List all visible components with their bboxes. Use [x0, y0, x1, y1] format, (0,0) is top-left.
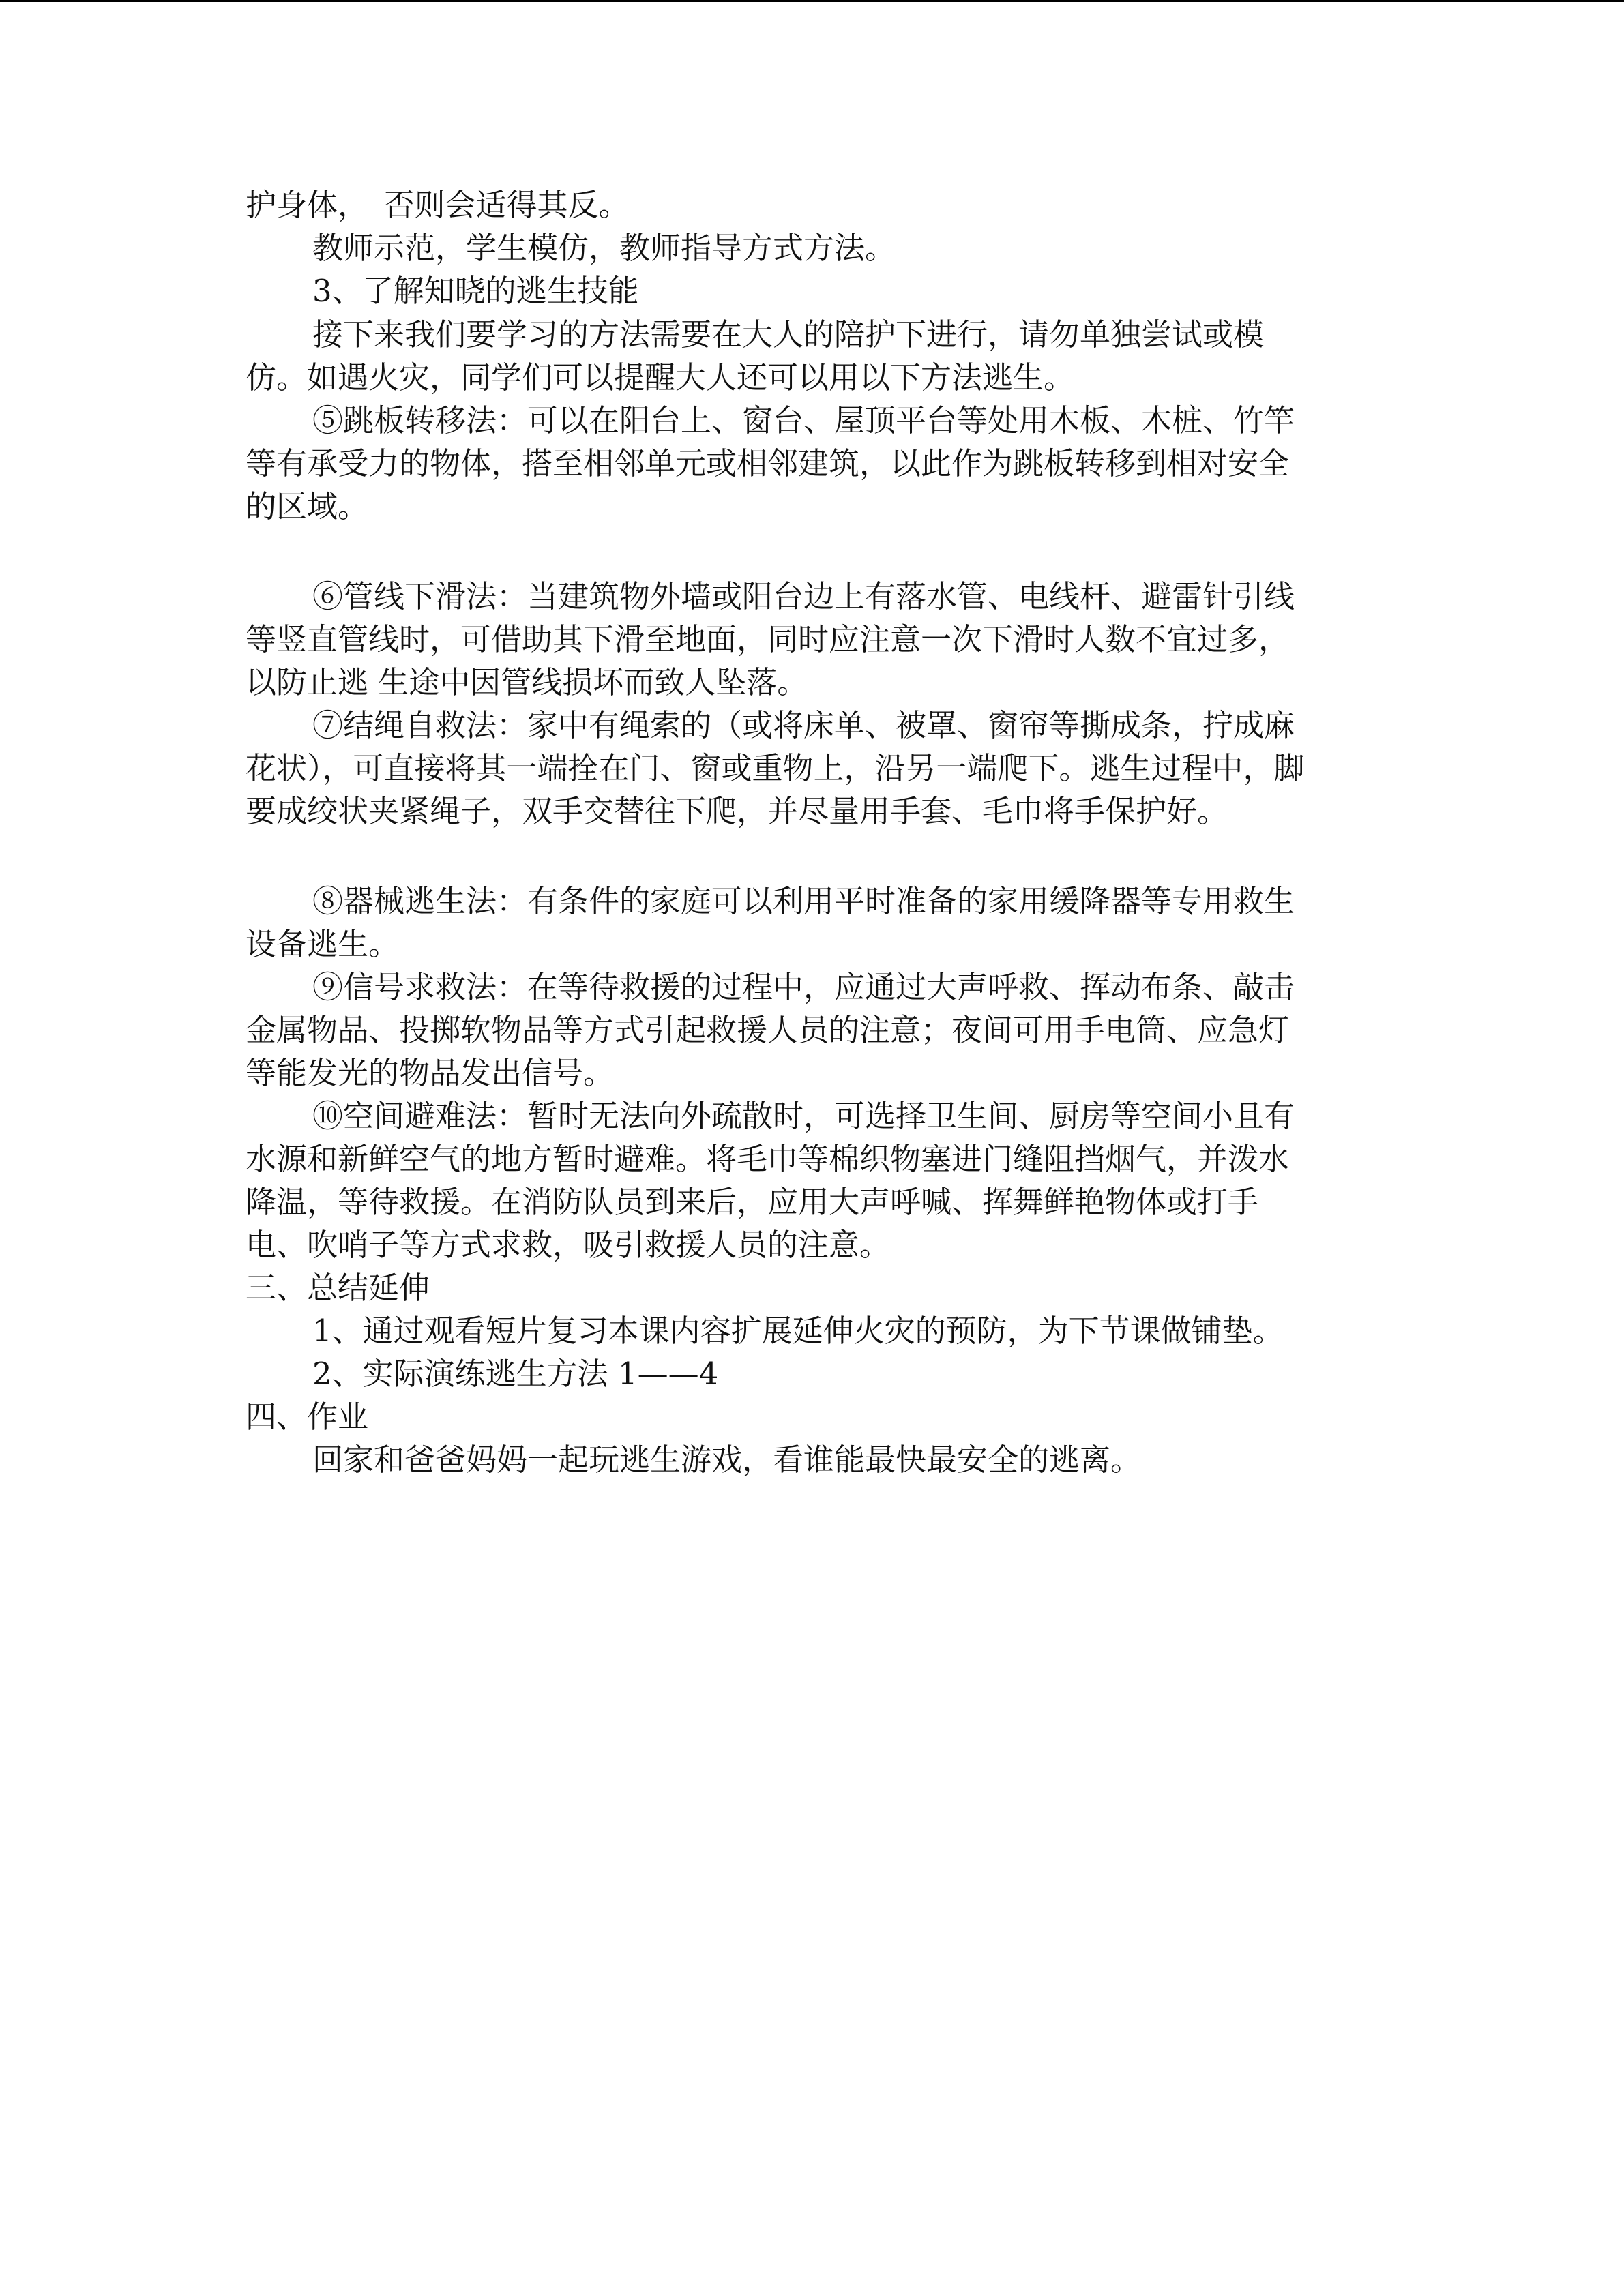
list-item-8: ⑧器械逃生法：有条件的家庭可以利用平时准备的家用缓降器等专用救生: [312, 883, 1295, 919]
paragraph-line: 仿。如遇火灾，同学们可以提醒大人还可以用以下方法逃生。: [246, 359, 1075, 396]
paragraph-line: 电、吹哨子等方式求救，吸引救援人员的注意。: [246, 1227, 891, 1263]
section-heading: 三、总结延伸: [246, 1270, 430, 1306]
paragraph-line: 设备逃生。: [246, 926, 400, 962]
page-top-border: [0, 0, 1624, 2]
list-item-6: ⑥管线下滑法：当建筑物外墙或阳台边上有落水管、电线杆、避雷针引线: [312, 578, 1295, 614]
paragraph-line: 等有承受力的物体，搭至相邻单元或相邻建筑，以此作为跳板转移到相对安全: [246, 445, 1290, 481]
paragraph-line: 以防止逃 生途中因管线损坏而致人坠落。: [246, 664, 808, 700]
paragraph-line: 金属物品、投掷软物品等方式引起救援人员的注意；夜间可用手电筒、应急灯: [246, 1012, 1290, 1048]
paragraph-line: 降温，等待救援。在消防队员到来后，应用大声呼喊、挥舞鲜艳物体或打手: [246, 1184, 1259, 1220]
paragraph-line: 等竖直管线时，可借助其下滑至地面，同时应注意一次下滑时人数不宜过多，: [246, 621, 1290, 657]
paragraph-line: 等能发光的物品发出信号。: [246, 1055, 615, 1091]
section-heading: 四、作业: [246, 1399, 369, 1435]
paragraph-line: 1、通过观看短片复习本课内容扩展延伸火灾的预防，为下节课做铺垫。: [312, 1313, 1284, 1349]
paragraph-line: 的区域。: [246, 488, 369, 524]
paragraph-line: 2、实际演练逃生方法 1——4: [312, 1356, 719, 1392]
paragraph-line: 护身体， 否则会适得其反。: [246, 187, 630, 223]
list-item-7: ⑦结绳自救法：家中有绳索的（或将床单、被罩、窗帘等撕成条，拧成麻: [312, 707, 1295, 743]
list-item-9: ⑨信号求救法：在等待救援的过程中，应通过大声呼救、挥动布条、敲击: [312, 969, 1295, 1005]
paragraph-line: 水源和新鲜空气的地方暂时避难。将毛巾等棉织物塞进门缝阻挡烟气，并泼水: [246, 1141, 1290, 1177]
list-item-5: ⑤跳板转移法：可以在阳台上、窗台、屋顶平台等处用木板、木桩、竹竿: [312, 402, 1295, 438]
paragraph-line: 接下来我们要学习的方法需要在大人的陪护下进行，请勿单独尝试或模: [312, 316, 1265, 353]
paragraph-line: 教师示范，学生模仿，教师指导方式方法。: [312, 230, 896, 266]
list-item-10: ⑩空间避难法：暂时无法向外疏散时，可选择卫生间、厨房等空间小且有: [312, 1098, 1295, 1134]
paragraph-line: 花状），可直接将其一端拴在门、窗或重物上，沿另一端爬下。逃生过程中，脚: [246, 750, 1305, 786]
section-heading: 3、了解知晓的逃生技能: [312, 273, 639, 309]
paragraph-line: 要成绞状夹紧绳子，双手交替往下爬，并尽量用手套、毛巾将手保护好。: [246, 793, 1228, 829]
paragraph-line: 回家和爸爸妈妈一起玩逃生游戏，看谁能最快最安全的逃离。: [312, 1442, 1142, 1478]
